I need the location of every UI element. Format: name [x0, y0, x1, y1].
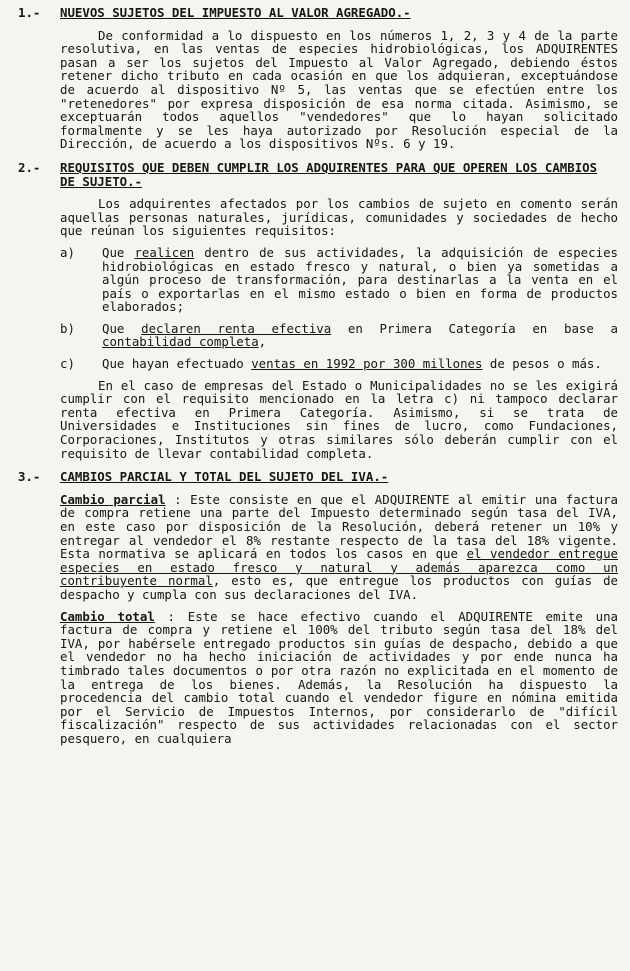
- section-heading: [60, 470, 618, 484]
- section-number: 2.-: [18, 159, 41, 175]
- paragraph-text: , esto es, que entregue los productos con guías de despacho y cumpla con sus declaraciones del IVA.: [60, 573, 618, 602]
- item-text: de pesos o más.: [482, 356, 602, 372]
- section-3: [18, 470, 618, 745]
- item-text: dentro de sus actividades, la adquisición de especies hidrobiológicas en estado fresco y natural, o bien ya sometidas a algún proceso de transformación, para destinarlas a la venta en el país o exportarlas en el mismo estado o bien en forma de productos elaborados;: [102, 244, 618, 315]
- item-text: Que: [102, 320, 142, 336]
- item-letter: a): [60, 244, 75, 260]
- heading-text: REQUISITOS QUE DEBEN CUMPLIR LOS ADQUIRENTES PARA QUE OPEREN LOS CAMBIOS DE SUJETO: [60, 159, 598, 189]
- list-item: [60, 357, 618, 371]
- paragraph-cambio-total: [60, 610, 618, 746]
- item-text: ,: [258, 334, 267, 350]
- term-label: Cambio parcial: [60, 491, 166, 507]
- item-text: en Primera Categoría en base a: [331, 320, 618, 336]
- section-heading: [60, 6, 618, 20]
- paragraph: De conformidad a lo dispuesto en los números 1, 2, 3 y 4 de la parte resolutiva, en las ventas de especies hidrobiológicas, los ADQUIRENTES pasan a ser los sujetos del Impuesto al Valor Agregado, debiendo éstos retener dicho tributo en cada ocasión en que los adquieran, exceptuándose de acuerdo al dispositivo Nº 5, las ventas que se efectúen entre los "retenedores" por expresa disposición de esa norma citada. Asimismo, se exceptuarán todos aquellos "vendedores" que lo hayan solicitado formalmente y se les haya autorizado por Resolución especial de la Dirección, de acuerdo a los dispositivos Nºs. 6 y 19.: [60, 27, 618, 152]
- item-text: Que: [102, 244, 135, 260]
- heading-suffix: .-: [395, 5, 411, 20]
- heading-text: CAMBIOS PARCIAL Y TOTAL DEL SUJETO DEL IVA: [60, 469, 374, 485]
- item-letter: b): [60, 320, 75, 336]
- item-emphasis: realicen: [134, 244, 195, 260]
- paragraph: Los adquirentes afectados por los cambios de sujeto en comento serán aquellas personas naturales, jurídicas, comunidades y sociedades de hecho que reúnan los siguientes requisitos:: [60, 196, 618, 239]
- term-label: Cambio total: [60, 608, 155, 624]
- section-number: 1.-: [18, 5, 41, 20]
- item-letter: c): [60, 356, 75, 372]
- section-1: [18, 6, 618, 151]
- paragraph: En el caso de empresas del Estado o Municipalidades no se les exigirá cumplir con el requisito mencionado en la letra c) ni tampoco declarar renta efectiva en Primera Categoría. Asimismo, si se trata de Universidades e Instituciones sin fines de lucro, como Fundaciones, Corporaciones, Institutos y otras similares sólo deberán cumplir con el requisito de llevar contabilidad completa.: [60, 377, 618, 461]
- item-emphasis: declaren renta efectiva: [141, 320, 332, 336]
- section-2: [18, 161, 618, 460]
- paragraph-text: : Este consiste en que el ADQUIRENTE al emitir una factura de compra retiene una parte del Impuesto determinado según tasa del IVA, en este caso por disposición de la Resolución, deberá retener un 10% y entregar al vendedor el 8% restante respecto de la tasa del 18% vigente. Esta normativa se aplicará en todos los casos en que: [60, 491, 618, 562]
- heading-suffix: .-: [127, 173, 143, 189]
- heading-text: NUEVOS SUJETOS DEL IMPUESTO AL VALOR AGREGADO: [60, 5, 396, 20]
- list-item: [60, 246, 618, 314]
- list-item: [60, 322, 618, 349]
- item-emphasis: ventas en 1992 por 300 millones: [251, 356, 483, 372]
- heading-suffix: .-: [373, 469, 389, 485]
- section-heading: [60, 161, 618, 188]
- item-emphasis: contabilidad completa: [102, 334, 259, 350]
- item-text: Que hayan efectuado: [102, 356, 252, 372]
- paragraph-cambio-parcial: [60, 493, 618, 602]
- paragraph-emphasis: el vendedor entregue especies en estado fresco y natural y además aparezca como un contribuyente normal: [60, 546, 618, 589]
- paragraph-text: : Este se hace efectivo cuando el ADQUIRENTE emite una factura de compra y retiene el 100% del tributo según tasa del 18% del IVA, por habérsele entregado productos sin guías de despacho, debido a que el vendedor no ha hecho iniciación de actividades y por ende nunca ha timbrado tales documentos o por otra razón no explicitada en el momento de la entrega de los bienes. Además, la Resolución ha dispuesto la procedencia del cambio total cuando el vendedor figure en nómina emitida por el Servicio de Impuestos Internos, por considerarlo de "difícil fiscalización" respecto de sus actividades relacionadas con el sector pesquero, en cualquiera: [60, 608, 618, 746]
- section-number: 3.-: [18, 469, 41, 485]
